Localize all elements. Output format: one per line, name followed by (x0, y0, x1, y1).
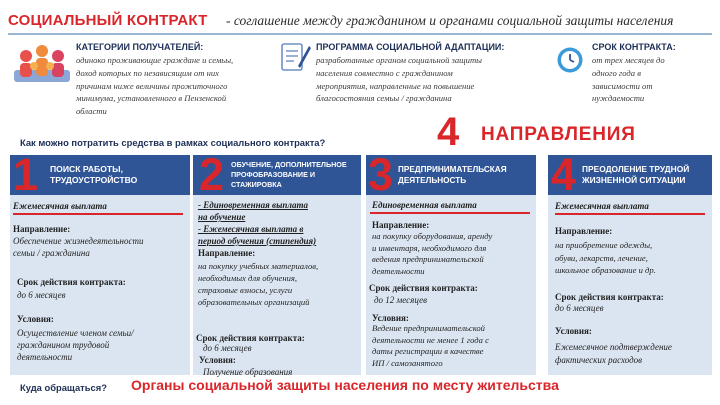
column-number: 3 (368, 149, 394, 200)
text-line: ведения предпринимательской (372, 254, 484, 264)
payment-type: Единовременная выплата (372, 200, 477, 210)
text-line: Обеспечение жизнедеятельности (13, 236, 144, 246)
text-line: на обучение (198, 212, 246, 222)
direction-label: Направление: (555, 226, 613, 236)
text-line: страховые взносы, услуги (198, 285, 293, 295)
heading-line: ЖИЗНЕННОЙ СИТУАЦИИ (582, 175, 686, 185)
info-line: нуждаемости (592, 93, 645, 104)
heading-line: ДЕЯТЕЛЬНОСТЬ (398, 176, 467, 185)
column-heading (231, 160, 347, 190)
text-line: и инвентаря, необходимого для (372, 242, 487, 253)
text-line: - Единовременная выплата (198, 200, 308, 210)
heading-line: СТАЖИРОВКА (231, 180, 282, 189)
term-value: до 6 месяцев (555, 303, 604, 313)
info-line: одного года в (592, 67, 641, 78)
conditions-text (17, 327, 134, 363)
text-line: ИП / самозанятого (372, 357, 443, 368)
text-line: период обучения (стипендия) (198, 236, 317, 246)
term-value: до 6 месяцев (17, 290, 66, 300)
clock-icon (556, 46, 584, 74)
red-divider (13, 213, 183, 215)
conditions-label: Условия: (555, 326, 592, 336)
payment-type (198, 199, 358, 247)
direction-label: Направление: (198, 248, 256, 258)
column-heading (50, 164, 137, 186)
info-line: благосостояния семьы / гражданина (316, 93, 452, 104)
info-line: мероприятия, направленные на повышение (316, 80, 475, 91)
where-to-apply-answer: Органы социальной защиты населения по месту жительства (131, 377, 559, 393)
text-line: деятельности (17, 352, 73, 362)
text-line: Осуществление членом семьи/ (17, 328, 134, 338)
heading-line: ТРУДОУСТРОЙСТВО (50, 175, 138, 185)
heading-line: ПРОФОБРАЗОВАНИЕ И (231, 170, 316, 179)
column-number: 2 (199, 149, 225, 200)
direction-text (198, 260, 318, 308)
column-header (10, 149, 190, 200)
info-line: минимума, установленного в Пензенской (76, 93, 227, 104)
info-line: населения совместно с гражданином (316, 67, 453, 78)
red-divider (370, 212, 530, 214)
page-subtitle: - соглашение между гражданином и органами социальной защиты населения (226, 13, 674, 28)
text-line: гражданином трудовой (17, 340, 110, 350)
text-line: образовательных организаций (198, 297, 310, 307)
text-line: деятельности не менее 1 года с (372, 334, 489, 345)
term-label: Срок действия контракта: (17, 277, 126, 287)
header-divider (8, 33, 712, 35)
text-line: деятельности (372, 265, 425, 276)
recipients-title: КАТЕГОРИИ ПОЛУЧАТЕЛЕЙ: (76, 42, 204, 52)
conditions-label: Условия: (372, 313, 409, 323)
conditions-text: Получение образования (203, 367, 293, 377)
page-title: СОЦИАЛЬНЫЙ КОНТРАКТ (8, 12, 208, 29)
program-title: ПРОГРАММА СОЦИАЛЬНОЙ АДАПТАЦИИ: (316, 42, 505, 52)
direction-label: Направление: (372, 220, 430, 230)
info-line: доход которых по независящим от них (76, 67, 219, 78)
conditions-label: Условия: (17, 314, 54, 324)
direction-text (555, 239, 707, 277)
term-label: Срок действия контракта: (369, 283, 478, 293)
conditions-label: Условия: (199, 355, 236, 365)
text-line: - Ежемесячная выплата в (198, 224, 304, 234)
text-line: на приобретение одежды, (555, 240, 653, 250)
term-value: до 6 месяцев (203, 343, 252, 353)
conditions-text (555, 341, 672, 367)
column-number: 1 (13, 149, 39, 200)
info-line: разработанные органом социальной защиты (316, 55, 482, 65)
column-header (548, 149, 712, 200)
heading-line: ПРЕОДОЛЕНИЕ ТРУДНОЙ (582, 164, 690, 174)
text-line: Ведение предпринимательской (372, 323, 485, 333)
people-icon (12, 40, 72, 84)
info-line: одиноко проживающие граждане и семьы, (76, 55, 234, 65)
heading-line: ОБУЧЕНИЕ, ДОПОЛНИТЕЛЬНОЕ (231, 160, 347, 169)
spending-question: Как можно потратить средства в рамках социального контракта? (20, 137, 326, 148)
directions-label: НАПРАВЛЕНИЯ (481, 124, 636, 145)
program-text (316, 54, 542, 105)
info-line: области (76, 106, 107, 117)
recipients-text (76, 54, 266, 118)
text-line: Ежемесячное подтверждение (555, 342, 672, 352)
text-line: обуви, лекарств, лечение, (555, 252, 648, 263)
term-label: Срок действия контракта: (196, 333, 305, 343)
where-to-apply-question: Куда обращаться? (20, 382, 107, 393)
text-line: на покупку оборудования, аренду (372, 231, 493, 241)
text-line: на покупку учебных материалов, (198, 261, 319, 271)
column-heading (398, 164, 507, 186)
column-heading (582, 164, 689, 186)
text-line: даты регистрации в качестве (372, 346, 484, 356)
term-value: до 12 месяцев (374, 295, 427, 305)
direction-text (372, 231, 492, 277)
info-line: причинам ниже величины прожиточного (76, 80, 228, 91)
heading-line: ПРЕДПРИНИМАТЕЛЬСКАЯ (398, 165, 507, 174)
heading-line: ПОИСК РАБОТЫ, (50, 164, 123, 174)
text-line: фактических расходов (555, 355, 643, 365)
conditions-text (372, 323, 489, 369)
red-divider (555, 213, 705, 215)
text-line: необходимых для обучения, (198, 273, 298, 283)
text-line: школьное образование и др. (555, 265, 656, 275)
term-label: Срок действия контракта: (555, 292, 664, 302)
direction-text (13, 235, 143, 259)
document-pen-icon (278, 38, 312, 74)
text-line: семьи / гражданина (13, 248, 90, 258)
column-header (193, 149, 361, 200)
term-text (592, 54, 712, 105)
info-line: от трех месяцев до (592, 55, 665, 65)
payment-type: Ежемесячная выплата (555, 201, 649, 211)
directions-number: 4 (437, 110, 460, 154)
payment-type: Ежемесячная выплата (13, 201, 107, 211)
info-line: зависимости от (592, 80, 653, 91)
column-number: 4 (551, 149, 577, 200)
direction-label: Направление: (13, 224, 71, 234)
term-title: СРОК КОНТРАКТА: (592, 42, 676, 52)
column-header (366, 149, 536, 200)
